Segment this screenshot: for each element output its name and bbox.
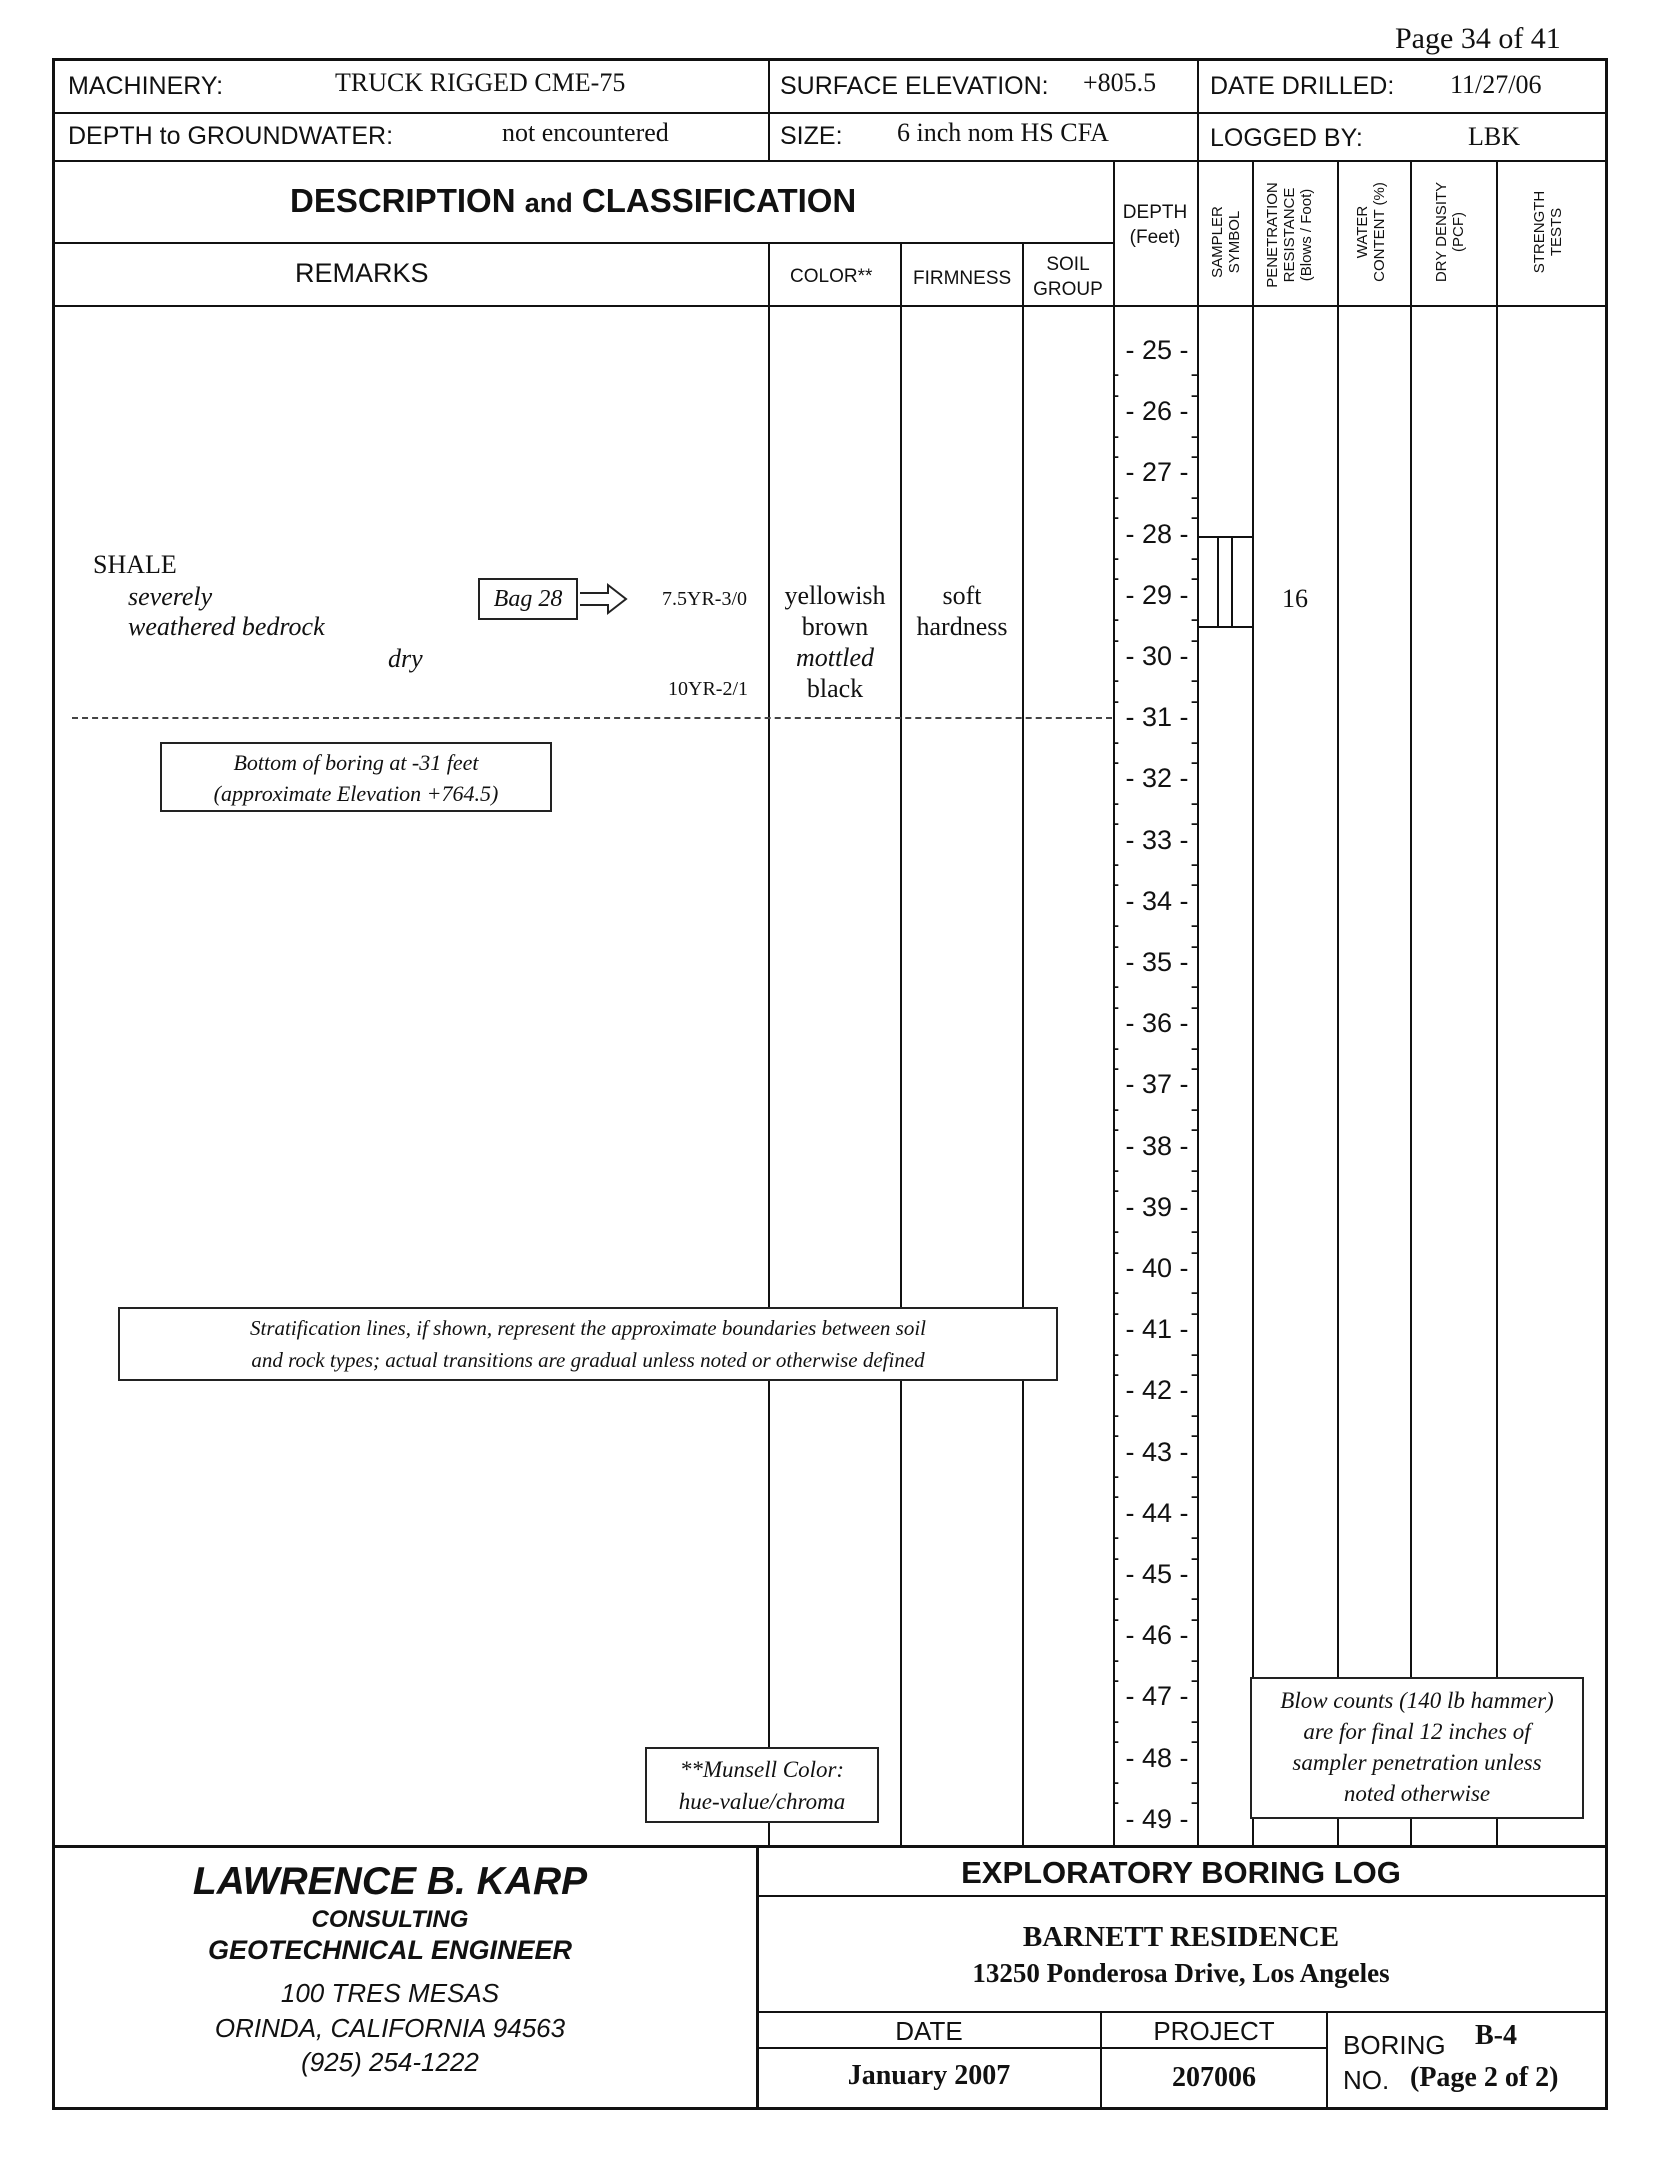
- munsell-note: **Munsell Color: hue-value/chroma: [645, 1747, 879, 1823]
- project-address: 13250 Ponderosa Drive, Los Angeles: [972, 1958, 1390, 1988]
- layer-name: SHALE: [93, 550, 177, 579]
- depth-tick: - 35 -: [1125, 947, 1189, 977]
- groundwater-label: DEPTH to GROUNDWATER:: [68, 122, 394, 150]
- project-name: BARNETT RESIDENCE: [1022, 1921, 1340, 1953]
- depth-tick: - 33 -: [1125, 824, 1189, 855]
- blow-counts-note: Blow counts (140 lb hammer) are for final 12 inches of sampler penetration unless noted otherwise: [1250, 1677, 1584, 1819]
- water-content-header: WATER CONTENT (%): [1354, 182, 1388, 282]
- depth-tick: - 38 -: [1125, 1130, 1189, 1161]
- firm-line-3: GEOTECHNICAL ENGINEER: [207, 1935, 573, 1965]
- depth-tick: - 31 -: [1125, 702, 1189, 733]
- groundwater-value: not encountered: [502, 118, 669, 147]
- stratification-note: Stratification lines, if shown, represent the approximate boundaries between soil and rock types; actual transitions are gradual unless noted or otherwise defined: [118, 1307, 1058, 1381]
- depth-tick: - 46 -: [1125, 1620, 1189, 1651]
- remarks-header: REMARKS: [295, 258, 429, 288]
- depth-tick: - 40 -: [1125, 1253, 1189, 1283]
- surface-elevation-label: SURFACE ELEVATION:: [780, 72, 1049, 100]
- firmness-header: FIRMNESS: [913, 268, 1012, 289]
- depth-tick: - 42 -: [1125, 1375, 1189, 1406]
- date-value: January 2007: [847, 2060, 1011, 2091]
- machinery-label: MACHINERY:: [68, 72, 224, 100]
- date-drilled-value: 11/27/06: [1450, 70, 1542, 99]
- depth-tick: - 43 -: [1125, 1436, 1189, 1467]
- sampler-symbol-header: SAMPLER SYMBOL: [1209, 206, 1243, 278]
- depth-tick: - 28 -: [1125, 518, 1189, 549]
- size-label: SIZE:: [780, 122, 843, 150]
- boring-no-label: NO.: [1343, 2065, 1390, 2095]
- munsell-value-1: 7.5YR-3/0: [662, 588, 747, 610]
- log-title: EXPLORATORY BORING LOG: [961, 1855, 1401, 1890]
- description-title: DESCRIPTION and CLASSIFICATION: [290, 182, 857, 219]
- depth-tick: - 44 -: [1125, 1497, 1189, 1528]
- layer-desc-1: severely: [128, 582, 213, 611]
- soil-group-header: SOIL GROUP: [1033, 254, 1103, 300]
- firm-phone: (925) 254-1222: [301, 2047, 479, 2077]
- sampler-symbol: [1197, 536, 1253, 628]
- depth-tick: - 45 -: [1125, 1559, 1189, 1589]
- layer-firmness: soft hardness: [916, 581, 1008, 641]
- layer-moisture: dry: [388, 644, 423, 673]
- layer-color: yellowish brown mottled black: [784, 581, 886, 703]
- bottom-of-boring-note: Bottom of boring at -31 feet (approximate Elevation +764.5): [160, 742, 552, 812]
- arrow-right-icon: [578, 580, 630, 618]
- depth-tick: - 32 -: [1125, 763, 1189, 794]
- depth-tick: - 27 -: [1125, 457, 1189, 488]
- layer-desc-2: weathered bedrock: [128, 612, 325, 641]
- depth-tick: - 39 -: [1125, 1191, 1189, 1222]
- depth-tick: - 47 -: [1125, 1681, 1189, 1712]
- sample-tag: Bag 28: [478, 578, 578, 620]
- date-label: DATE: [895, 2016, 963, 2046]
- boring-value: B-4: [1475, 2020, 1517, 2051]
- depth-tick: - 41 -: [1125, 1314, 1189, 1345]
- boring-page: (Page 2 of 2): [1410, 2062, 1559, 2093]
- depth-tick: - 37 -: [1125, 1069, 1189, 1100]
- blow-count: 16: [1282, 584, 1308, 613]
- penetration-resistance-header: PENETRATION RESISTANCE (Blows / Foot): [1264, 182, 1315, 288]
- color-header: COLOR**: [790, 266, 873, 287]
- depth-tick: - 26 -: [1125, 396, 1189, 427]
- depth-tick: - 49 -: [1125, 1803, 1189, 1834]
- machinery-value: TRUCK RIGGED CME-75: [335, 68, 626, 97]
- depth-tick: - 30 -: [1125, 641, 1189, 671]
- surface-elevation-value: +805.5: [1083, 68, 1157, 97]
- dry-density-header: DRY DENSITY (PCF): [1433, 181, 1467, 283]
- firm-name: LAWRENCE B. KARP: [192, 1860, 588, 1903]
- depth-tick: - 29 -: [1125, 579, 1189, 610]
- date-drilled-label: DATE DRILLED:: [1210, 72, 1395, 100]
- firm-line-2: CONSULTING: [311, 1906, 469, 1933]
- logged-by-value: LBK: [1468, 122, 1520, 151]
- stratification-line: [72, 717, 1112, 719]
- size-value: 6 inch nom HS CFA: [897, 118, 1109, 147]
- depth-tick: - 36 -: [1125, 1008, 1189, 1039]
- depth-tick: - 48 -: [1125, 1742, 1189, 1773]
- page-number: Page 34 of 41: [1395, 22, 1561, 55]
- depth-tick: - 25 -: [1125, 335, 1189, 365]
- logged-by-label: LOGGED BY:: [1210, 124, 1363, 152]
- strength-tests-header: STRENGTH TESTS: [1531, 190, 1565, 274]
- project-label: PROJECT: [1153, 2016, 1275, 2046]
- depth-tick: - 34 -: [1125, 885, 1189, 916]
- firm-address-1: 100 TRES MESAS: [280, 1978, 500, 2008]
- boring-label: BORING: [1343, 2030, 1446, 2060]
- munsell-value-2: 10YR-2/1: [668, 678, 748, 700]
- depth-header: DEPTH (Feet): [1122, 202, 1188, 248]
- firm-address-2: ORINDA, CALIFORNIA 94563: [214, 2013, 566, 2043]
- project-value: 207006: [1172, 2062, 1256, 2093]
